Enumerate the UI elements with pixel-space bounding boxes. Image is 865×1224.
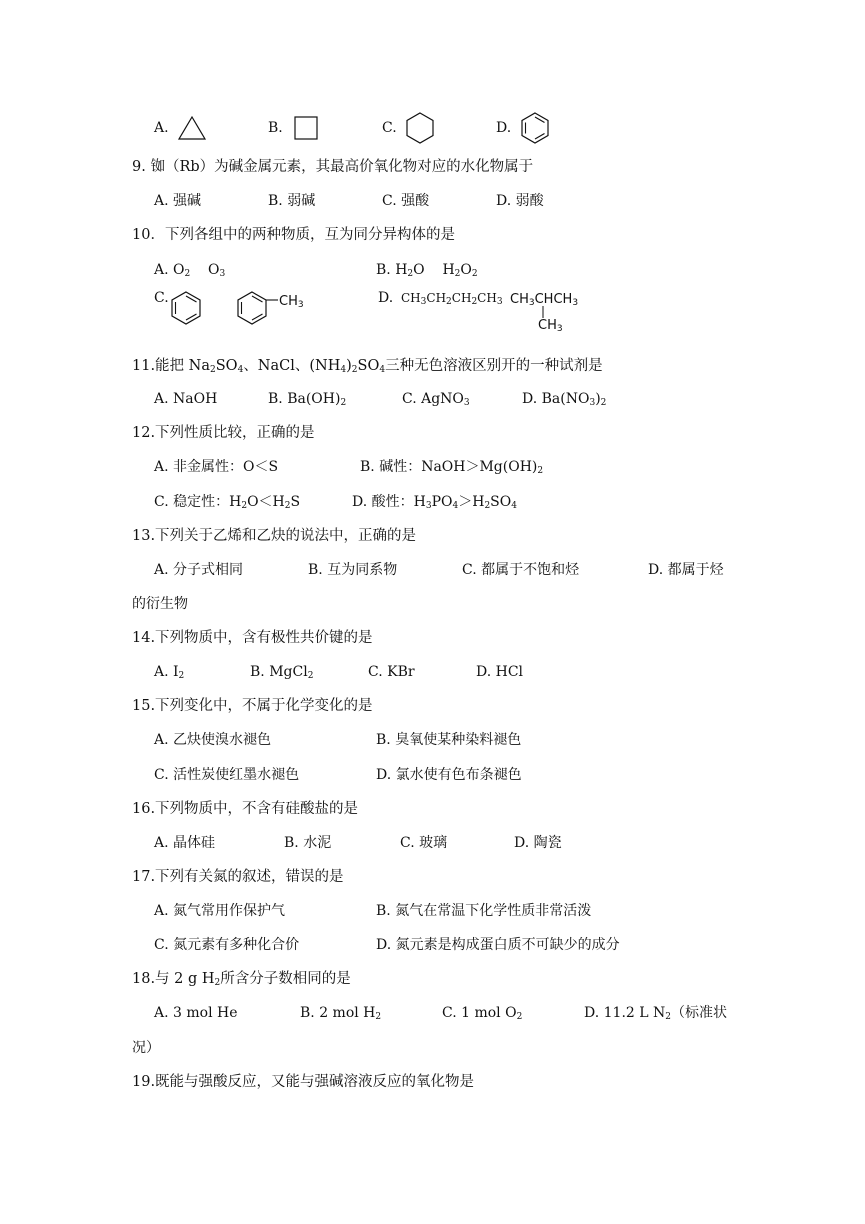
question-18-stem: 18.与 2 g $H_2$所含分子数相同的是 [132, 971, 351, 988]
q18-option-d: D. 11.2 L $N_2$（标准状 [584, 1005, 727, 1022]
q17-option-c: C. 氮元素有多种化合价 [154, 937, 300, 953]
q14-option-c: C. KBr [368, 664, 415, 680]
q8-option-a-label: A. [154, 120, 169, 136]
q9-option-d: D. 弱酸 [496, 193, 544, 209]
question-9-stem: 9. 铷（Rb）为碱金属元素，其最高价氧化物对应的水化物属于 [132, 159, 534, 175]
q13-option-d-wrap: 的衍生物 [132, 596, 188, 612]
q11-option-d: D. $Ba(NO_3)_2$ [522, 391, 607, 408]
question-16-stem: 16.下列物质中，不含有硅酸盐的是 [132, 801, 359, 817]
benzene-icon [517, 110, 553, 146]
q14-option-b: B. MgCl$_2$ [250, 664, 314, 681]
q16-option-b: B. 水泥 [284, 835, 332, 851]
cyclohexane-icon [402, 110, 438, 146]
question-13-stem: 13.下列关于乙烯和乙炔的说法中，正确的是 [132, 528, 417, 544]
q18-option-c: C. 1 mol $O_2$ [442, 1005, 523, 1022]
q14-option-d: D. HCl [476, 664, 524, 680]
q13-option-a: A. 分子式相同 [154, 562, 244, 578]
question-11-stem: 11.能把 $Na_2SO_4$、NaCl、$(NH_4)_2SO_4$三种无色溶液区别开的一种试剂是 [132, 358, 603, 375]
q16-option-c: C. 玻璃 [400, 835, 448, 851]
q8-option-c-label: C. [382, 120, 397, 136]
q13-option-c: C. 都属于不饱和烃 [462, 562, 580, 578]
q10-option-d-butane: $CH_3CH_2CH_2CH_3$ [401, 291, 503, 307]
q12-option-d: D. 酸性：$H_3PO_4>H_2SO_4$ [352, 494, 517, 511]
q9-option-c: C. 强酸 [382, 193, 430, 209]
q8-option-b-label: B. [268, 120, 283, 136]
q12-option-c: C. 稳定性：$H_2O<H_2S$ [154, 494, 301, 511]
q10-option-d-isobutane-branch: $CH_3$ [538, 318, 563, 334]
q15-option-c: C. 活性炭使红墨水褪色 [154, 767, 300, 783]
q11-option-a: A. NaOH [154, 391, 218, 407]
q10-option-c-label: C. [154, 290, 169, 306]
q13-option-b: B. 互为同系物 [308, 562, 398, 578]
square-icon [292, 114, 320, 142]
q15-option-a: A. 乙炔使溴水褪色 [154, 732, 272, 748]
toluene-methyl-label: $CH_3$ [279, 294, 304, 310]
q9-option-a: A. 强碱 [154, 193, 202, 209]
q17-option-b: B. 氮气在常温下化学性质非常活泼 [376, 903, 592, 919]
q13-option-d: D. 都属于烃 [648, 562, 724, 578]
q10-option-d-isobutane-main: $CH_3CHCH_3$ [510, 292, 579, 308]
benzene-structure [166, 288, 206, 328]
q14-option-a: A. $I_2$ [154, 664, 185, 681]
q11-option-b: B. $Ba(OH)_2$ [268, 391, 347, 408]
q18-option-d-wrap: 况） [132, 1040, 160, 1056]
question-17-stem: 17.下列有关氮的叙述，错误的是 [132, 869, 344, 885]
triangle-icon [176, 114, 208, 142]
q17-option-d: D. 氮元素是构成蛋白质不可缺少的成分 [376, 937, 620, 953]
question-14-stem: 14.下列物质中，含有极性共价键的是 [132, 630, 373, 646]
q16-option-d: D. 陶瓷 [514, 835, 562, 851]
q11-option-c: C. AgNO$_3$ [402, 391, 470, 408]
q18-option-a: A. 3 mol He [154, 1005, 238, 1021]
q9-option-b: B. 弱碱 [268, 193, 316, 209]
q18-option-b: B. 2 mol $H_2$ [300, 1005, 382, 1022]
q8-option-d-label: D. [496, 120, 512, 136]
q12-option-a: A. 非金属性：O＜S [154, 459, 279, 475]
q10-option-a: A. $O_2$ $O_3$ [154, 262, 226, 279]
question-12-stem: 12.下列性质比较，正确的是 [132, 425, 315, 441]
question-19-stem: 19.既能与强酸反应，又能与强碱溶液反应的氧化物是 [132, 1074, 475, 1090]
q10-option-d-label: D. [378, 290, 394, 306]
q15-option-b: B. 臭氧使某种染料褪色 [376, 732, 522, 748]
q12-option-b: B. 碱性：$NaOH>Mg(OH)_2$ [360, 459, 544, 476]
question-15-stem: 15.下列变化中，不属于化学变化的是 [132, 698, 373, 714]
question-10-stem: 10．下列各组中的两种物质，互为同分异构体的是 [132, 227, 455, 243]
q16-option-a: A. 晶体硅 [154, 835, 216, 851]
q10-option-b: B. $H_2O$ $H_2O_2$ [376, 262, 478, 279]
q17-option-a: A. 氮气常用作保护气 [154, 903, 286, 919]
q15-option-d: D. 氯水使有色布条褪色 [376, 767, 522, 783]
